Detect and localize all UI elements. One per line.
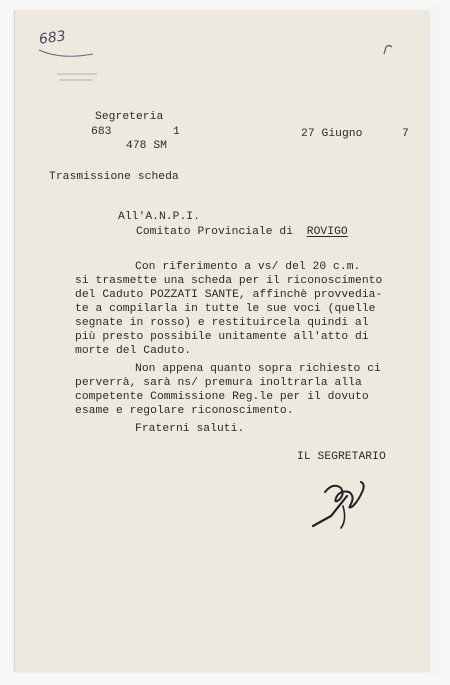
- protocol-number-c: 478 SM: [126, 140, 167, 152]
- archive-number-underline: [37, 46, 97, 66]
- letter-sheet: [14, 10, 432, 671]
- body-line: Non appena quanto sopra richiesto ci: [135, 363, 381, 375]
- protocol-number-a: 683: [91, 126, 112, 138]
- body-line: si trasmette una scheda per il riconoscimento: [75, 275, 383, 287]
- addressee-city: ROVIGO: [306, 226, 348, 238]
- handwritten-signature: [303, 472, 381, 532]
- addressee-committee-label: Comitato Provinciale di: [136, 226, 294, 238]
- body-line-text: del Caduto: [75, 289, 151, 301]
- fallen-name: POZZATI SANTE: [150, 289, 239, 301]
- closing-line: Fraterni saluti.: [135, 423, 245, 435]
- letter-year: 7: [402, 128, 409, 140]
- corner-pencil-mark: [381, 42, 395, 58]
- body-line: Con riferimento a vs/ del 20 c.m.: [135, 261, 361, 273]
- signature-title: IL SEGRETARIO: [297, 451, 386, 463]
- body-line: segnate in rosso) e restituircela quindi al: [75, 317, 369, 329]
- letter-date: 27 Giugno: [301, 128, 363, 140]
- body-line: più presto possibile unitamente all'atto di: [75, 331, 369, 343]
- scan-edge: [430, 6, 440, 674]
- office-label: Segreteria: [95, 111, 164, 123]
- body-line: [75, 289, 382, 303]
- body-line-text: , affinchè provvedia-: [238, 289, 383, 301]
- body-line: perverrà, sarà ns/ premura inoltrarla alla: [75, 377, 362, 389]
- addressee-org: All'A.N.P.I.: [118, 211, 200, 223]
- body-line: esame e regolare riconoscimento.: [75, 405, 294, 417]
- body-line: competente Commissione Reg.le per il dovuto: [75, 391, 369, 403]
- body-line: morte del Caduto.: [75, 345, 192, 357]
- faded-stamp-mark: [53, 68, 103, 88]
- addressee-committee: [136, 226, 348, 239]
- archive-number-handwritten: 683: [38, 28, 67, 48]
- protocol-number-b: 1: [173, 126, 180, 138]
- subject-line: Trasmissione scheda: [49, 171, 179, 183]
- body-line: te a compilarla in tutte le sue voci (quelle: [75, 303, 376, 315]
